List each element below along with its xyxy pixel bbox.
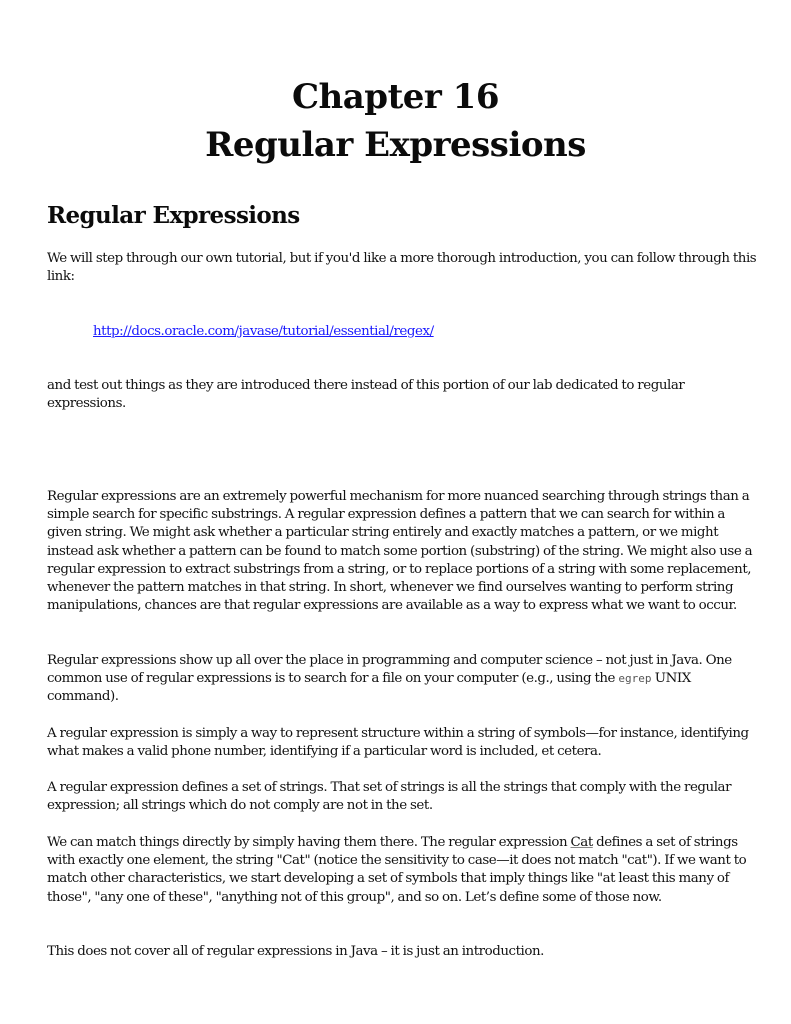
paragraph-direct-match (47, 834, 759, 907)
oracle-regex-tutorial-link[interactable]: http://docs.oracle.com/javase/tutorial/essential/regex/ (93, 324, 434, 339)
paragraph-set-of-strings: A regular expression defines a set of strings. That set of strings is all the strings that comply with the regular expression; all strings which do not comply are not in the set. (47, 780, 732, 814)
paragraph-usage-text-2: UNIX command). (47, 671, 691, 705)
paragraph-usage-text-1: Regular expressions show up all over the place in programming and computer science – not just in Java. One common use of regular expressions is to search for a file on your computer (e.g., using the (47, 653, 732, 687)
after-link-paragraph: and test out things as they are introduced there instead of this portion of our lab dedicated to regular expressions. (47, 378, 685, 412)
paragraph-overview: Regular expressions are an extremely powerful mechanism for more nuanced searching through strings than a simple search for specific substrings. A regular expression defines a pattern that we can search for within a given string. We might ask whether a particular string entirely and exactly matches a pattern, or we might instead ask whether a pattern can be found to match some portion (substring) of the string. We might also use a regular expression to extract substrings from a string, or to replace portions of a string with some replacement, whenever the pattern matches in that string. In short, whenever we find ourselves wanting to perform string manipulations, chances are that regular expressions are available as a way to express what we want to occur. (47, 489, 753, 614)
paragraph-definition: A regular expression is simply a way to represent structure within a string of symbols—for instance, identifying what makes a valid phone number, identifying if a particular word is included, et cetera. (47, 726, 749, 760)
paragraph-direct-match-text-2: defines a set of strings with exactly one element, the string "Cat" (notice the sensitivity to case—it does not match "cat"). If we want to match other characteristics, we start developing a set of symbols that imply things like "at least this many of those", "any one of these", "anything not of this group", and so on. Let’s define some of those now. (47, 835, 747, 905)
section-heading: Regular Expressions (47, 202, 300, 229)
paragraph-usage (47, 652, 759, 707)
egrep-code: egrep (618, 672, 652, 686)
paragraph-disclaimer: This does not cover all of regular expressions in Java – it is just an introduction. (47, 944, 544, 959)
chapter-number: Chapter 16 (292, 76, 499, 117)
cat-term: Cat (570, 835, 593, 850)
chapter-title (47, 73, 744, 169)
chapter-name: Regular Expressions (205, 124, 586, 165)
paragraph-direct-match-text-1: We can match things directly by simply having them there. The regular expression (47, 835, 571, 850)
intro-paragraph: We will step through our own tutorial, but if you'd like a more thorough introduction, you can follow through this link: (47, 251, 757, 285)
link-line (93, 323, 434, 341)
